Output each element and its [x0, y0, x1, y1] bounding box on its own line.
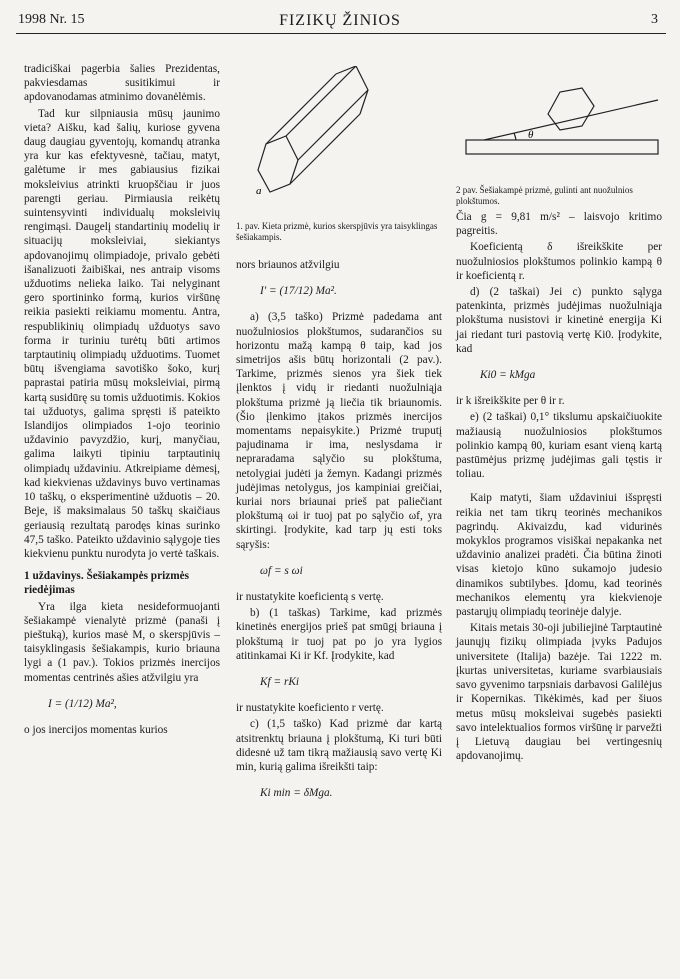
issue-number: 1998 Nr. 15: [18, 12, 85, 27]
paragraph: Kitais metais 30-oji jubiliejinė Tarptautinė jaunųjų fizikų olimpiada įvyks Padujos universitete (Italija) bazėje. Tai 1222 m. įkurtas universitetas, kuriame svarbiausiais savo gyvenimo tarpsniais darbavosi Galilėjus ir Kopernikas. Tikėkimės, kad per šiuos metus mūsų moksleivai sugebės pasiekti savo intelektualios formos viršūnę ir parvežti į Lietuvą daugiau bei vertingesnių apdovanojimų.: [456, 622, 662, 763]
formula: I = (1/12) Ma²,: [48, 697, 117, 710]
page-number: 3: [651, 12, 658, 27]
figure-caption: 1. pav. Kieta prizmė, kurios skerspjūvis yra taisyklingas šešiakampis.: [236, 221, 438, 242]
paragraph: ir nustatykite koeficiento r vertę.: [236, 702, 384, 715]
formula: I′ = (17/12) Ma².: [260, 285, 337, 298]
paragraph: Tad kur silpniausia mūsų jaunimo vieta? Aišku, kad šalių, kuriose gyvena daug daugiau gyventojų, komandų atranka yra kur kas efektyvesnė, tačiau, matyt, galėtume ir mes gabiausius fizikai moksleivius atrinkti kruopščiau ir juos parengti geriau. Pirmiausia reikėtų suintensyvinti individualų moksleivių rengimąsi. Daugelį standartinių modelių ir situacijų moksleiviai, siekiantys apdovanojimų olimpiadoje, privalo gebėti išanalizuoti žaibiškai, nes antraip visoms užduotims neliekа laiko. Tai nelyginant gero sportininko formą, kurios viršūnę reikia pasiekti reikiamu momentu. Antra, respublikinių olimpiadų užduotys savo forma ir turiniu turėtų būti artimos tarptautinių olimpiadų užduotims. Tuomet būtų išvengiama savotiško šoko, kurį paprastai patiria mūsų moksleiviai, pirmą kartą susidūrę su tomis užduotimis. Kokios tai užduotys, galima spręsti iš pateikto Islandijos olimpiados 1-ojo teorinio uždavinio pavyzdžio, kurį, manyčiau, galima laikyti tipiniu tarptautinių olimpiadų uždaviniu. Atkreipiame dėmesį, kad kiekvienas uždavinys buvo vertinamas 10 taškų, o eksperimentinė užduotis – 20. Beje, iš maksimalaus 50 taškų skaičiaus geriausią rezultatą parodęs kinas surinko 47,5 taško. Pateikto uždavinio sąlygoje ties kiekvienu punktu nurodyta jo vertė taškais.: [24, 107, 220, 560]
paragraph: Yra ilga kieta nesideformuojanti šešiakampė vienalytė prizmė (panaši į pieštuką), kurios masė M, o skerspjūvis – taisyklingasis šešiakampis, kurio briauna lygi a (1 pav.). Tokios prizmės inercijos momentas centrinės ašies atžvilgiu yra: [24, 600, 220, 684]
paragraph: ir k išreikškite per θ ir r.: [456, 395, 565, 408]
paragraph: Kaip matyti, šiam uždaviniui išspręsti reikia net tam tikrų teorinės mechanikos pagrindų. Akivaizdu, kad vidurinės mokyklos programos visiškai nepakanka net uždavinio analizei pradėti. Čia būtina žinoti visas kietojo kūno sukamojo judesio dinamikos subtilybes. Įdomu, kad teorinės mechanikos elementų yra kiekvienoje pastarųjų olimpiadų teorinėje dalyje.: [456, 492, 662, 619]
paragraph: b) (1 taškas) Tarkime, kad prizmės kinetinės energijos prieš pat smūgį briauna į plokštumą ir tuoj pat po jo yra lygios atitinkamai Ki ir Kf. Įrodykite, kad: [236, 607, 442, 662]
paragraph: a) (3,5 taško) Prizmė padedama ant nuožulniosios plokštumos, sudarančios su horizontu mažą kampą θ taip, kad jos simetrijos ašis būtų horizontali (2 pav.). Tarkime, prizmės sienos yra šiek tiek įlenktos į vidų ir riedanti nuožulniąja plokštuma prizmė ją liečia tik briaunomis. (Šio įlenkimo įtakos prizmės inercijos momentams nepaisykite.) Prizmė truputį pajudinama ir ima, neslysdama ir nepraradama sąlyčio su plokštuma, netolygiai judėti jа žemyn. Kadangi prizmės judėjimas netolygus, jos kampiniai greičiai, kuriai nors briaunai prieš pat paliečiant plokštumą ωi ir tuoj pat po sąlyčio ωf, yra skirtingi. Įrodykite, kad tarp jų esti toks sąryšis:: [236, 311, 442, 551]
formula: Kf = rKi: [260, 676, 300, 689]
problem-heading: 1 uždavinys. Šešiakampės prizmės riedėjimas: [24, 570, 190, 597]
paragraph: o jos inercijos momentas kurios: [24, 723, 168, 736]
column-2: [236, 258, 442, 813]
column-3: [456, 210, 662, 765]
paragraph: c) (1,5 taško) Kad prizmė dar kartą atsitrenktų briauna į plokštumą, Ki turi būti didesnė už tam tikrą mažiausią savo vertę Ki min, kurią galima išreikšti taip:: [236, 718, 442, 774]
formula: Ki0 = kMga: [480, 369, 536, 382]
paragraph: d) (2 taškai) Jei c) punkto sąlyga patenkinta, prizmės judėjimas nuožulniąja plokštuma nusistovi ir kinetinė energija Ki jai riedant turi pastovią vertę Ki0. Įrodykite, kad: [456, 286, 662, 355]
formula: ωf = s ωi: [260, 564, 303, 577]
paragraph: nors briaunos atžvilgiu: [236, 259, 340, 271]
edge-label: a: [256, 185, 262, 197]
figure-1: [236, 66, 442, 242]
paragraph: e) (2 taškai) 0,1° tikslumu apskaičiuokite mažiausią nuožulniosios plokštumos polinkio kampą θ0, kuriam esant vieną kartą pastūmėjus prizmę judėjimas gali tęstis ir toliau.: [456, 411, 662, 481]
column-1: [24, 62, 220, 739]
header-rule: [16, 33, 666, 34]
figure-2: [456, 62, 662, 206]
paragraph: ir nustatykite koeficientą s vertę.: [236, 591, 384, 604]
paragraph: Čia g = 9,81 m/s² – laisvojo kritimo pagreitis.: [456, 211, 662, 238]
angle-label: θ: [528, 129, 534, 141]
formula: Ki min = δMga.: [260, 787, 333, 800]
inclined-plane-drawing: [456, 62, 662, 180]
journal-title: FIZIKŲ ŽINIOS: [279, 12, 401, 29]
paragraph: Koeficientą δ išreikškite per nuožulniosios plokštumos polinkio kampą θ ir koeficientą r.: [456, 241, 662, 282]
hexagonal-prism-drawing: [236, 66, 442, 216]
paragraph: tradiciškai pagerbia šalies Prezidentas, pakviesdamas susitikimui ir apdovanodamas atminimo dovanėlėmis.: [24, 63, 220, 104]
figure-caption: 2 pav. Šešiakampė prizmė, gulinti ant nuožulnios plokštumos.: [456, 185, 633, 206]
